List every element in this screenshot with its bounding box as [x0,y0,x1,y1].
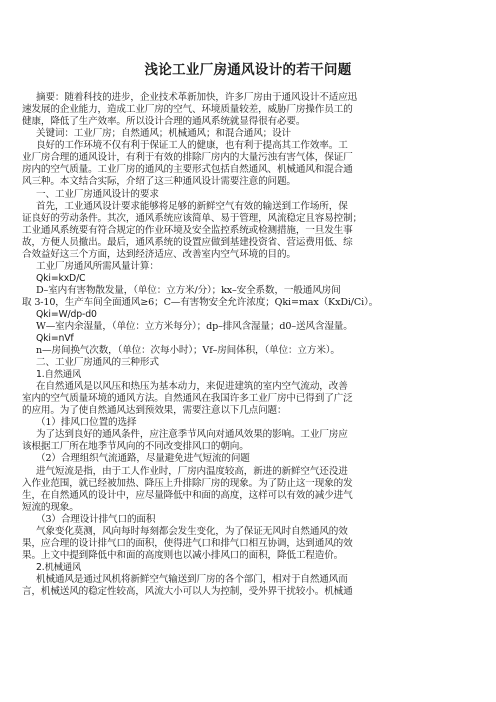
body-line: 的应用。为了使自然通风达到预效果，需要注意以下几点问题： [22,405,287,416]
body-line: 证良好的劳动条件。其次，通风系统应该简单、易于管理，风流稳定且容易控制； [22,213,362,224]
body-line: 取 3-10，生产车间全面通风≥6；C—有害物安全允许浓度；Qki=max（KxDi/Ci）。 [22,297,379,308]
body-line: Qki=kxD/C [36,273,86,284]
body-line: 二、工业厂房通风的三种形式 [36,357,159,368]
body-line: Qki=W/dp-d0 [36,309,97,320]
body-line: 果，应合理的设计排气口的面积，使得进气口和排气口相互协调，达到通风的效 [22,538,353,549]
body-line: 良好的工作环境不仅有利于保证工人的健康，也有利于提高其工作效率。工 [36,140,348,151]
body-line: 故，方便人员撤出。最后，通风系统的设置应做到基建投资省、营运费用低、综 [22,237,353,248]
body-line: 入作业范围，就已经被加热、降压上升排除厂房的现象。为了防止这一现象的发 [22,478,353,489]
body-line: 机械通风是通过风机将新鲜空气输送到厂房的各个部门，相对于自然通风而 [36,574,348,585]
body-line: 该根据工厂所在地季节风向的不同改变排风口的朝向。 [22,441,249,452]
body-line: 工业厂房通风所需风量计算： [36,261,159,272]
body-line: 关键词：工业厂房；自然通风；机械通风；和混合通风；设计 [36,128,291,139]
body-line: 短流的现象。 [22,502,79,513]
body-line: 一、工业厂房通风设计的要求 [36,189,159,200]
body-line: W—室内余湿量，（单位：立方米每分）；dp–排风含湿量；d0–送风含湿量。 [36,321,353,332]
body-line: 果。上文中提到降低中和面的高度则也以减小排风口的面积，降低工程造价。 [22,550,344,561]
body-line: 气象变化莫测，风向每时每刻都会发生变化，为了保证无风时自然通风的效 [36,526,348,537]
body-line: 2.机械通风 [36,562,82,573]
body-line: 房内的空气质量。工业厂房的通风的主要形式包括自然通风、机械通风和混合通 [22,164,353,175]
body-line: （2）合理组织气流通路，尽量避免进气短流的问题 [36,453,250,464]
body-line: 健康，降低了生产效率。所以设计合理的通风系统就显得很有必要。 [22,116,306,127]
body-line: 摘要：随着科技的进步，企业技术革新加快，许多厂房由于通风设计不适应迅 [36,92,358,103]
body-line: 生，在自然通风的设计中，应尽量降低中和面的高度，这样可以有效的减少进气 [22,490,353,501]
body-line: （3）合理设计排气口的面积 [36,514,156,525]
body-line: 合效益好这三个方面，达到经济适应、改善室内空气环境的目的。 [22,249,296,260]
body-line: 言，机械送风的稳定性较高，风流大小可以人为控制，受外界干扰较小。机械通 [22,586,353,597]
body-line: 业厂房合理的通风设计，有利于有效的排除厂房内的大量污浊有害气体，保证厂 [22,152,353,163]
body-line: 为了达到良好的通风条件，应注意季节风向对通风效果的影响。工业厂房应 [36,429,348,440]
body-line: 首先，工业通风设计要求能够将足够的新鲜空气有效的输送到工作场所，保 [36,201,348,212]
body-line: n—房间换气次数，（单位：次每小时）；Vf–房间体积，（单位：立方米）。 [36,345,340,356]
document-title: 浅论工业厂房通风设计的若干问题 [144,62,352,78]
body-line: 速发展的企业能力，造成工业厂房的空气、环境质量较差，威胁厂房操作员工的 [22,104,353,115]
body-line: 室内的空气质量环境的通风方法。自然通风在我国许多工业厂房中已得到了广泛 [22,393,353,404]
body-line: 风三种。本文结合实际，介绍了这三种通风设计需要注意的问题。 [22,176,296,187]
body-line: 工业通风系统要有符合规定的作业环境及安全监控系统或检测措施，一旦发生事 [22,225,353,236]
body-line: 1.自然通风 [36,369,82,380]
body-line: Qki=nVf [36,333,74,344]
body-line: （1）排风口位置的选择 [36,417,137,428]
body-line: D–室内有害物散发量，（单位：立方米/分）；kx–安全系数，一般通风房间 [36,285,341,296]
body-line: 进气短流是指，由于工人作业时，厂房内温度较高，新进的新鲜空气还没进 [36,466,348,477]
body-line: 在自然通风是以风压和热压为基本动力，来促进建筑的室内空气流动，改善 [36,381,348,392]
